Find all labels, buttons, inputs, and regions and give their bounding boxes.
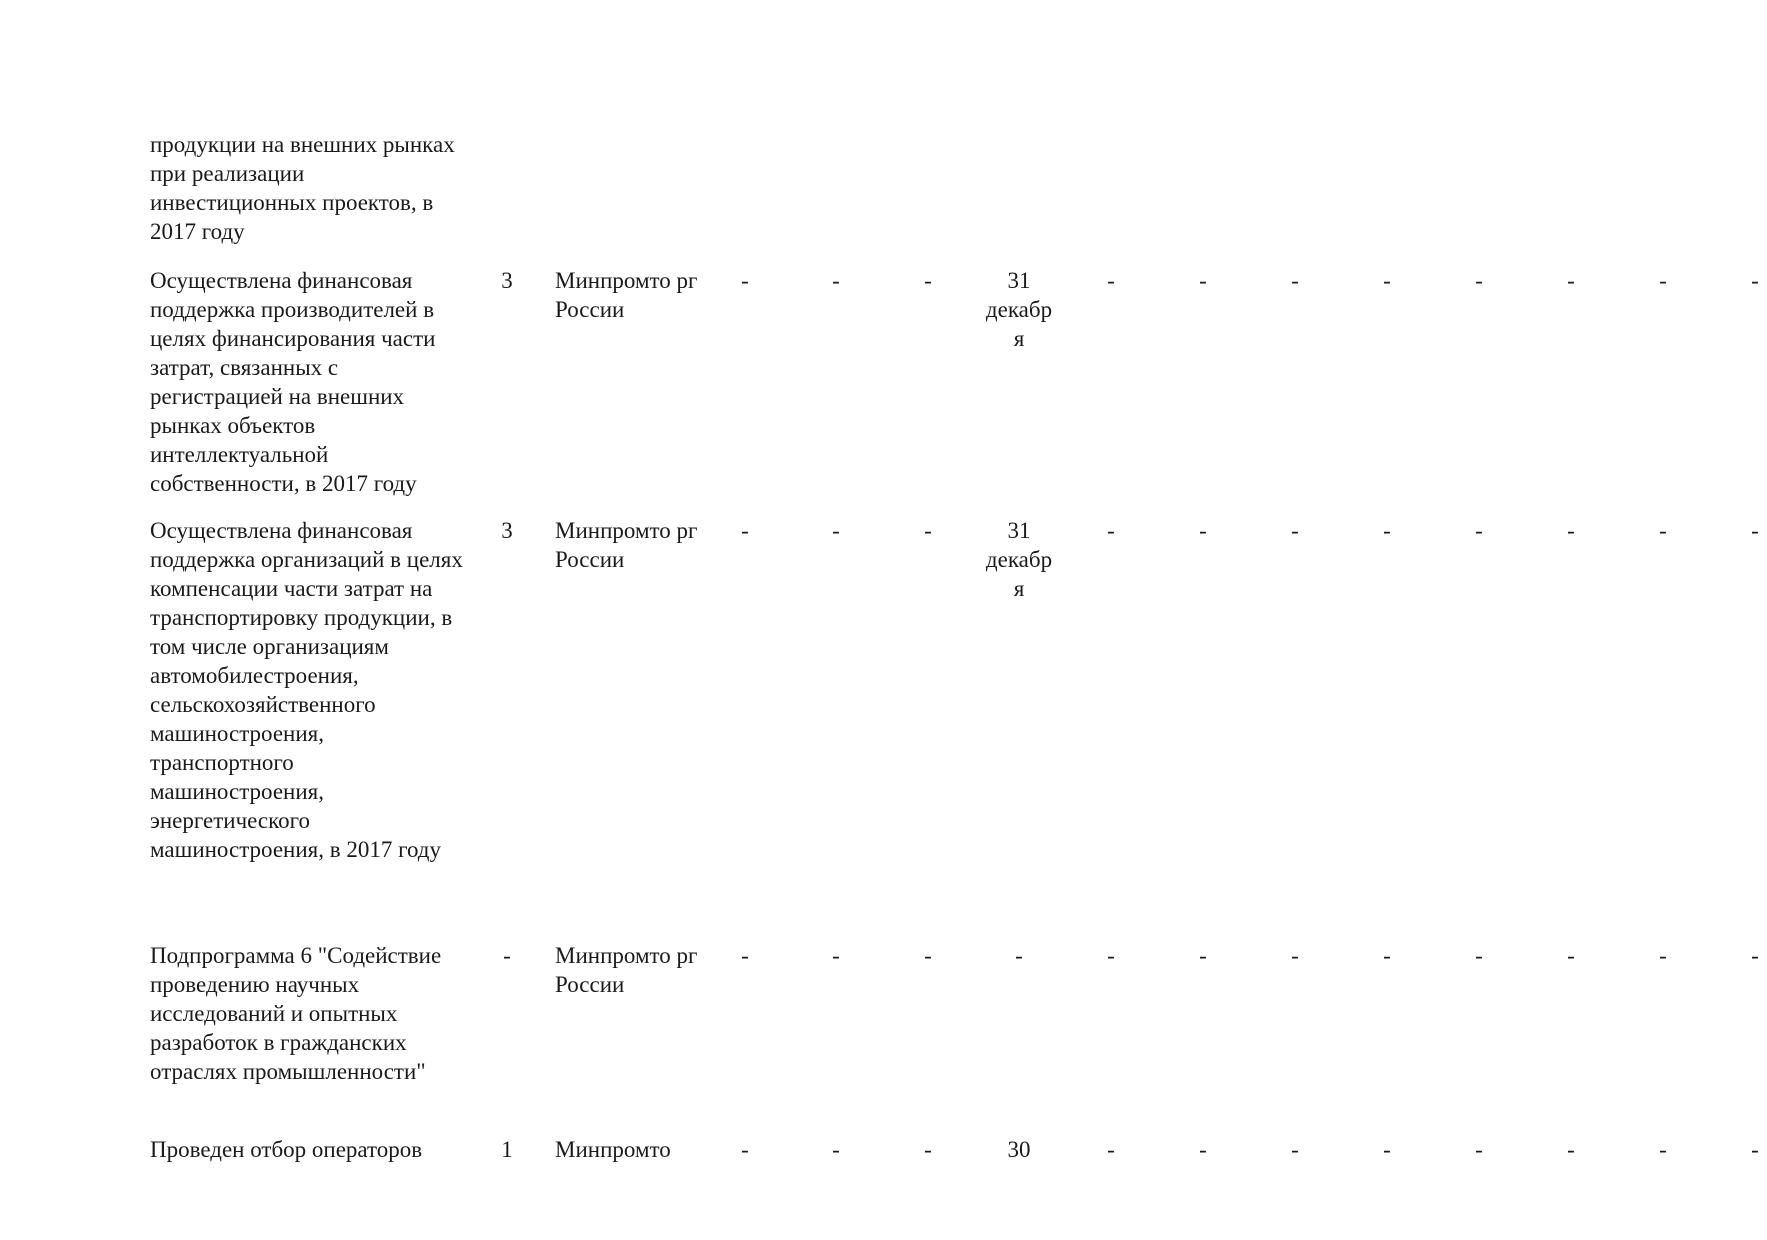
activity-name: продукции на внешних рынках при реализации инвестиционных проектов, в 2017 году bbox=[150, 132, 455, 244]
value-cell: - bbox=[1383, 1137, 1391, 1162]
value-cell: - bbox=[832, 1137, 840, 1162]
value-cell: - bbox=[832, 268, 840, 293]
value-cell: - bbox=[1567, 1137, 1575, 1162]
value-cell: - bbox=[1107, 943, 1115, 968]
value-cell: - bbox=[1659, 268, 1667, 293]
value-cell: - bbox=[832, 518, 840, 543]
value-cell: - bbox=[741, 1137, 749, 1162]
value-cell: - bbox=[924, 518, 932, 543]
value-cell: - bbox=[1475, 518, 1483, 543]
value-cell: - bbox=[924, 268, 932, 293]
value-cell: - bbox=[1107, 268, 1115, 293]
value-cell: - bbox=[1475, 268, 1483, 293]
value-cell: - bbox=[1199, 1137, 1207, 1162]
deadline-date: - bbox=[1015, 943, 1023, 968]
value-cell: - bbox=[1567, 268, 1575, 293]
value-cell: - bbox=[1475, 943, 1483, 968]
value-cell: - bbox=[924, 943, 932, 968]
value-cell: - bbox=[1659, 518, 1667, 543]
value-cell: - bbox=[1199, 268, 1207, 293]
deadline-date: 31 декабр я bbox=[985, 518, 1053, 601]
value-cell: - bbox=[1107, 518, 1115, 543]
row-number: 3 bbox=[501, 518, 513, 543]
value-cell: - bbox=[1107, 1137, 1115, 1162]
deadline-date: 31 декабр я bbox=[985, 268, 1053, 351]
value-cell: - bbox=[1659, 943, 1667, 968]
value-cell: - bbox=[1383, 268, 1391, 293]
value-cell: - bbox=[1291, 518, 1299, 543]
row-number: 1 bbox=[501, 1137, 513, 1162]
value-cell: - bbox=[924, 1137, 932, 1162]
value-cell: - bbox=[1751, 943, 1759, 968]
row-number: 3 bbox=[501, 268, 513, 293]
value-cell: - bbox=[1475, 1137, 1483, 1162]
value-cell: - bbox=[1659, 1137, 1667, 1162]
value-cell: - bbox=[1291, 943, 1299, 968]
value-cell: - bbox=[832, 943, 840, 968]
value-cell: - bbox=[1383, 943, 1391, 968]
value-cell: - bbox=[741, 943, 749, 968]
value-cell: - bbox=[1199, 943, 1207, 968]
value-cell: - bbox=[1291, 1137, 1299, 1162]
value-cell: - bbox=[1383, 518, 1391, 543]
subprogram-title: Подпрограмма 6 "Содействие проведению научных исследований и опытных разработок в гражданских отраслях промышленности" bbox=[150, 943, 442, 1084]
activity-name: Осуществлена финансовая поддержка производителей в целях финансирования части затрат, связанных с регистрацией на внешних рынках объектов интеллектуальной собственности, в 2017 году bbox=[150, 268, 436, 496]
deadline-date: 30 bbox=[1007, 1137, 1031, 1162]
responsible-executor: Минпромто рг России bbox=[555, 518, 698, 572]
activity-name: Проведен отбор операторов bbox=[150, 1137, 423, 1162]
value-cell: - bbox=[741, 518, 749, 543]
value-cell: - bbox=[1751, 518, 1759, 543]
value-cell: - bbox=[1291, 268, 1299, 293]
activity-name: Осуществлена финансовая поддержка организаций в целях компенсации части затрат на транспортировку продукции, в том числе организациям автомобилестроения, сельскохозяйственного машиностроения, транспортного машиностроения, энергетического машиностроения, в 2017 году bbox=[150, 518, 463, 862]
value-cell: - bbox=[1751, 1137, 1759, 1162]
responsible-executor: Минпромто bbox=[555, 1137, 671, 1162]
value-cell: - bbox=[1567, 943, 1575, 968]
responsible-executor: Минпромто рг России bbox=[555, 268, 698, 322]
value-cell: - bbox=[1199, 518, 1207, 543]
row-number: - bbox=[503, 943, 511, 968]
value-cell: - bbox=[1751, 268, 1759, 293]
responsible-executor: Минпромто рг России bbox=[555, 943, 698, 997]
value-cell: - bbox=[741, 268, 749, 293]
value-cell: - bbox=[1567, 518, 1575, 543]
